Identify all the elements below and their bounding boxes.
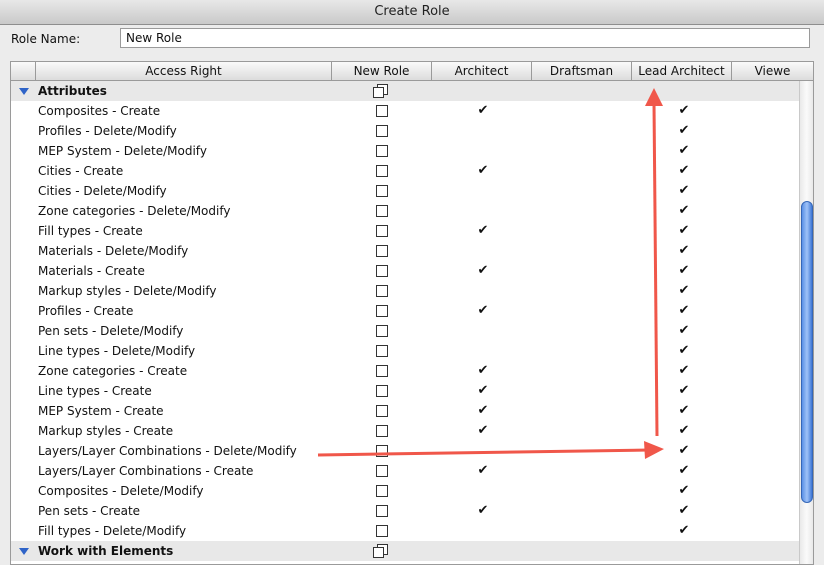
window-title: Create Role — [0, 0, 824, 25]
lead-architect-checkmark-icon: ✔ — [678, 103, 690, 118]
lead-architect-checkmark-icon: ✔ — [678, 523, 690, 538]
access-right-name: Line types - Create — [38, 384, 152, 398]
access-right-name: Pen sets - Delete/Modify — [38, 324, 184, 338]
lead-architect-checkmark-icon: ✔ — [678, 363, 690, 378]
architect-checkmark-icon: ✔ — [477, 223, 489, 238]
role-name-label: Role Name: — [11, 32, 81, 46]
lead-architect-checkmark-icon: ✔ — [678, 443, 690, 458]
annotation-arrow-horizontal — [318, 450, 650, 455]
header-lead-architect[interactable]: Lead Architect — [632, 62, 732, 80]
lead-architect-checkmark-icon: ✔ — [678, 383, 690, 398]
lead-architect-checkmark-icon: ✔ — [678, 243, 690, 258]
access-right-name: Profiles - Create — [38, 304, 134, 318]
lead-architect-checkmark-icon: ✔ — [678, 263, 690, 278]
architect-checkmark-icon: ✔ — [477, 423, 489, 438]
architect-checkmark-icon: ✔ — [477, 263, 489, 278]
lead-architect-checkmark-icon: ✔ — [678, 143, 690, 158]
architect-checkmark-icon: ✔ — [477, 503, 489, 518]
architect-checkmark-icon: ✔ — [477, 303, 489, 318]
architect-checkmark-icon: ✔ — [477, 363, 489, 378]
architect-checkmark-icon: ✔ — [477, 383, 489, 398]
lead-architect-checkmark-icon: ✔ — [678, 343, 690, 358]
header-access-right[interactable]: Access Right — [36, 62, 332, 80]
architect-checkmark-icon: ✔ — [477, 163, 489, 178]
access-right-name: Zone categories - Delete/Modify — [38, 204, 231, 218]
header-architect[interactable]: Architect — [432, 62, 532, 80]
access-right-name: Markup styles - Delete/Modify — [38, 284, 217, 298]
lead-architect-checkmark-icon: ✔ — [678, 303, 690, 318]
access-right-name: Cities - Create — [38, 164, 124, 178]
lead-architect-checkmark-icon: ✔ — [678, 403, 690, 418]
access-right-name: Composites - Create — [38, 104, 161, 118]
access-right-name: Markup styles - Create — [38, 424, 174, 438]
access-right-name: MEP System - Delete/Modify — [38, 144, 207, 158]
access-right-name: Zone categories - Create — [38, 364, 188, 378]
role-name-input[interactable]: New Role — [120, 28, 810, 48]
header-draftsman[interactable]: Draftsman — [532, 62, 632, 80]
access-right-name: Profiles - Delete/Modify — [38, 124, 177, 138]
architect-checkmark-icon: ✔ — [477, 403, 489, 418]
annotation-arrow-vertical — [654, 103, 657, 436]
access-right-name: Pen sets - Create — [38, 504, 141, 518]
access-right-name: Line types - Delete/Modify — [38, 344, 196, 358]
architect-checkmark-icon: ✔ — [477, 463, 489, 478]
annotation-arrow-vertical-head — [645, 88, 663, 106]
lead-architect-checkmark-icon: ✔ — [678, 123, 690, 138]
lead-architect-checkmark-icon: ✔ — [678, 183, 690, 198]
access-right-name: Materials - Delete/Modify — [38, 244, 189, 258]
group-name: Work with Elements — [38, 544, 174, 558]
lead-architect-checkmark-icon: ✔ — [678, 423, 690, 438]
lead-architect-checkmark-icon: ✔ — [678, 163, 690, 178]
lead-architect-checkmark-icon: ✔ — [678, 223, 690, 238]
annotation-arrow-horizontal-head — [644, 441, 664, 459]
access-right-name: MEP System - Create — [38, 404, 164, 418]
access-right-name: Fill types - Delete/Modify — [38, 524, 187, 538]
header-new-role[interactable]: New Role — [332, 62, 432, 80]
lead-architect-checkmark-icon: ✔ — [678, 203, 690, 218]
lead-architect-checkmark-icon: ✔ — [678, 503, 690, 518]
access-right-name: Cities - Delete/Modify — [38, 184, 167, 198]
lead-architect-checkmark-icon: ✔ — [678, 463, 690, 478]
architect-checkmark-icon: ✔ — [477, 103, 489, 118]
access-right-name: Layers/Layer Combinations - Delete/Modify — [38, 444, 297, 458]
access-right-name: Fill types - Create — [38, 224, 143, 238]
access-right-name: Composites - Delete/Modify — [38, 484, 204, 498]
lead-architect-checkmark-icon: ✔ — [678, 323, 690, 338]
access-right-name: Layers/Layer Combinations - Create — [38, 464, 254, 478]
group-name: Attributes — [38, 84, 107, 98]
header-viewer[interactable]: Viewe — [754, 64, 791, 78]
access-right-name: Materials - Create — [38, 264, 145, 278]
lead-architect-checkmark-icon: ✔ — [678, 483, 690, 498]
lead-architect-checkmark-icon: ✔ — [678, 283, 690, 298]
